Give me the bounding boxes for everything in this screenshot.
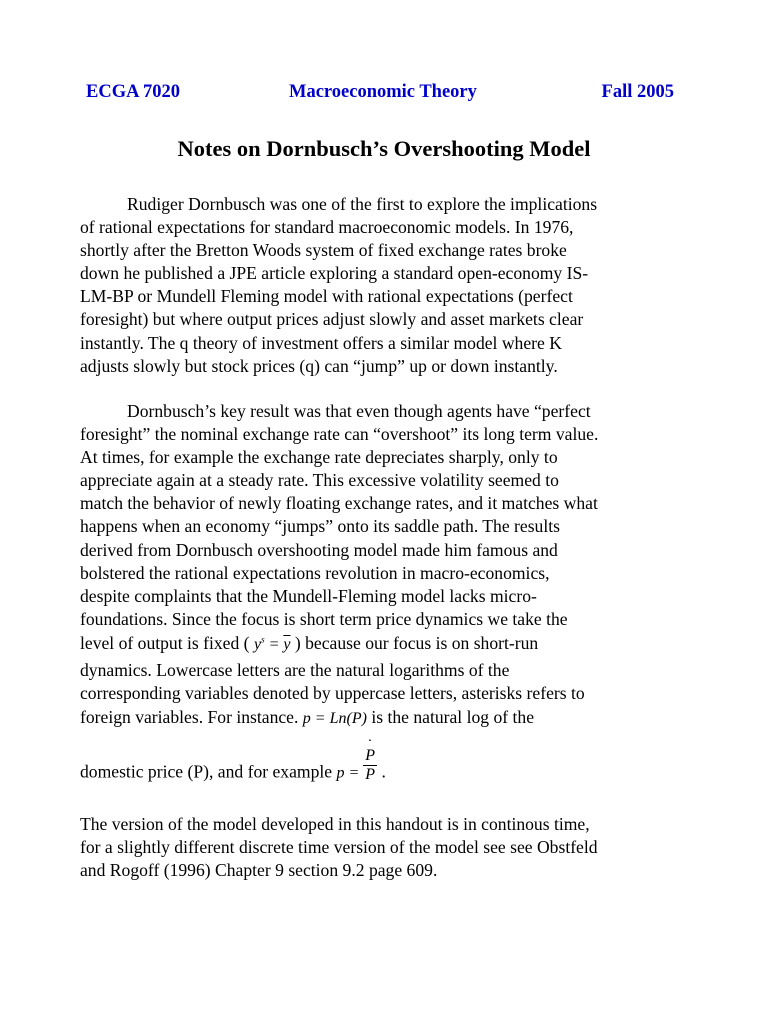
- output-equation: [254, 636, 291, 653]
- text-line: The version of the model developed in this handout is in continous time,: [80, 814, 590, 834]
- text-line: LM-BP or Mundell Fleming model with rational expectations (perfect: [80, 286, 573, 307]
- text-line: happens when an economy “jumps” onto its saddle path. The results: [80, 516, 560, 537]
- domestic-price-line: [80, 747, 386, 792]
- log-price-formula: p = Ln(P): [302, 710, 367, 727]
- text-line: corresponding variables denoted by uppercase letters, asterisks refers to: [80, 683, 585, 703]
- text-fragment: level of output is fixed (: [80, 633, 254, 653]
- text-line: Rudiger Dornbusch was one of the first to explore the implications: [127, 194, 598, 214]
- output-fixed-line: [80, 633, 538, 654]
- text-line: for a slightly different discrete time version of the model see see Obstfeld: [80, 837, 598, 858]
- math-superscript: s: [261, 634, 265, 645]
- math-variable-bar: $\overline{y}$: [283, 636, 291, 653]
- foreign-variables-line: [80, 707, 534, 728]
- course-subject: Macroeconomic Theory: [289, 82, 477, 102]
- course-code: ECGA 7020: [86, 82, 181, 102]
- text-line: shortly after the Bretton Woods system of fixed exchange rates broke: [80, 240, 567, 261]
- text-line: down he published a JPE article exploring a standard open-economy IS-: [80, 263, 589, 284]
- text-line: bolstered the rational expectations revolution in macro-economics,: [80, 562, 550, 583]
- price-growth-fraction: [363, 747, 377, 784]
- text-line: At times, for example the exchange rate depreciates sharply, only to: [80, 447, 558, 468]
- math-operator: =: [344, 764, 364, 782]
- course-header: [86, 82, 674, 108]
- text-fragment: ) because our focus is on short-run: [290, 633, 539, 653]
- fraction-numerator: [363, 747, 377, 766]
- paragraph-intro: [80, 193, 680, 378]
- text-line: instantly. The q theory of investment offers a similar model where K: [80, 332, 562, 353]
- text-fragment: domestic price (P), and for example: [80, 761, 337, 782]
- text-line: foundations. Since the focus is short term price dynamics we take the: [80, 608, 568, 629]
- paragraph-version-note: [80, 813, 680, 882]
- course-term: Fall 2005: [601, 82, 674, 102]
- math-variable: y: [253, 636, 262, 653]
- text-line: of rational expectations for standard macroeconomic models. In 1976,: [80, 217, 574, 238]
- text-fragment: foreign variables. For instance.: [80, 707, 303, 727]
- text-line: match the behavior of newly floating exchange rates, and it matches what: [80, 493, 598, 514]
- text-line: dynamics. Lowercase letters are the natural logarithms of the: [80, 660, 510, 680]
- text-line: despite complaints that the Mundell-Fleming model lacks micro-: [80, 585, 537, 606]
- text-line: Dornbusch’s key result was that even though agents have “perfect: [127, 401, 591, 421]
- text-line: adjusts slowly but stock prices (q) can “jump” up or down instantly.: [80, 355, 558, 376]
- dot-accent: ˙ P: [365, 747, 375, 764]
- document-title: Notes on Dornbusch’s Overshooting Model: [177, 136, 591, 161]
- text-fragment: .: [377, 761, 386, 782]
- paragraph-key-result: [80, 400, 680, 631]
- text-line: appreciate again at a steady rate. This excessive volatility seemed to: [80, 470, 559, 491]
- math-variable: p: [336, 764, 345, 782]
- text-line: foresight) but where output prices adjust slowly and asset markets clear: [80, 309, 584, 330]
- text-line: and Rogoff (1996) Chapter 9 section 9.2 page 609.: [80, 860, 438, 881]
- text-line: foresight” the nominal exchange rate can “overshoot” its long term value.: [80, 424, 599, 445]
- fraction-denominator: P: [365, 766, 376, 783]
- text-fragment: is the natural log of the: [366, 707, 535, 727]
- math-operator: =: [264, 636, 284, 653]
- text-line: derived from Dornbusch overshooting model made him famous and: [80, 539, 558, 560]
